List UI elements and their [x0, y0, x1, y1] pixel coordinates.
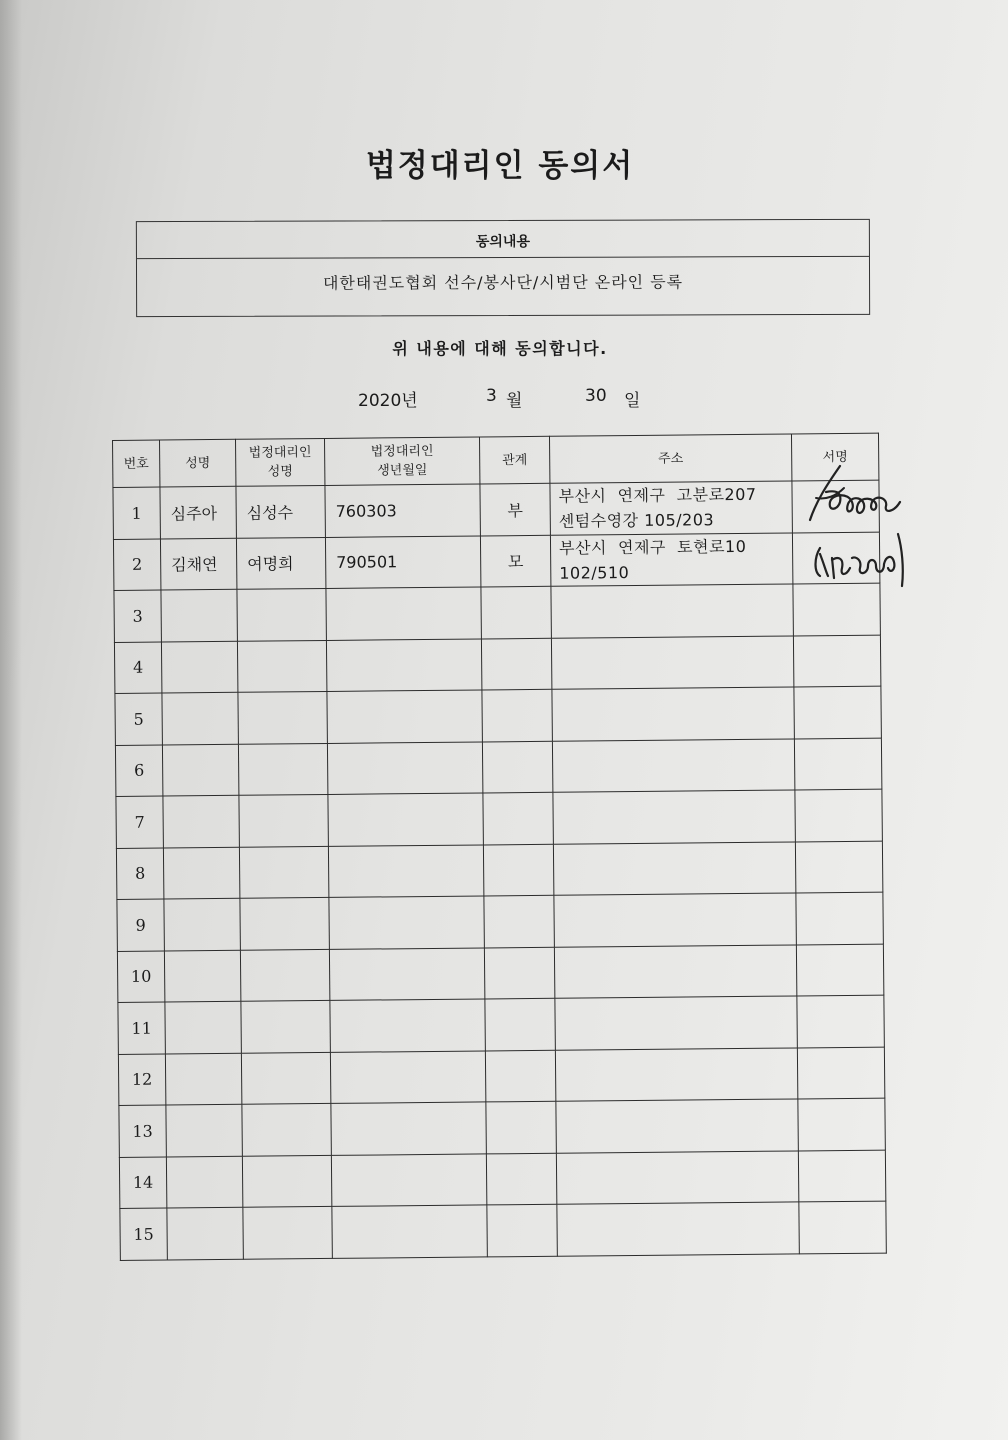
row-relation	[481, 638, 551, 690]
row-name	[165, 1053, 241, 1105]
table-row	[113, 532, 879, 591]
row-address	[550, 481, 792, 535]
row-number: 5	[115, 693, 162, 745]
row-address	[557, 1202, 799, 1256]
row-number: 13	[119, 1105, 166, 1157]
consent-content-text: 대한태권도협회 선수/봉사단/시범단 온라인 등록	[322, 272, 684, 293]
table-row	[120, 1201, 886, 1260]
row-number: 10	[117, 951, 164, 1003]
row-signature-cell	[797, 995, 884, 1047]
table-row	[113, 480, 879, 539]
row-name	[166, 1104, 242, 1156]
row-guardian-birth	[327, 741, 482, 794]
header-guardian-birth	[324, 437, 479, 485]
row-guardian-name	[237, 588, 326, 640]
row-guardian-birth	[329, 947, 484, 1000]
row-guardian-birth: 790501	[325, 535, 480, 588]
header-guardian-birth-line2: 생년월일	[377, 462, 428, 479]
row-name	[167, 1207, 243, 1259]
row-guardian-birth	[329, 896, 484, 949]
date-month: 3	[486, 386, 497, 406]
row-address	[553, 841, 795, 895]
row-guardian-name	[241, 1000, 330, 1052]
row-guardian-name	[242, 1103, 331, 1155]
row-relation	[485, 1050, 555, 1102]
row-relation	[486, 1153, 556, 1205]
row-signature-cell	[798, 1150, 885, 1202]
table-row	[115, 738, 881, 797]
row-signature-cell	[796, 944, 883, 996]
row-name	[161, 589, 237, 641]
row-guardian-birth	[326, 587, 481, 640]
row-guardian-birth	[330, 1050, 485, 1103]
row-relation: 부	[480, 483, 550, 535]
row-signature-cell	[794, 738, 881, 790]
row-address	[555, 1047, 797, 1101]
row-signature-cell	[793, 635, 880, 687]
row-address	[556, 1150, 798, 1204]
row-signature-cell	[792, 480, 879, 532]
row-guardian-birth	[331, 1153, 486, 1206]
date-day: 30	[585, 386, 607, 406]
row-address-line: 102/510	[559, 562, 630, 583]
header-address: 주소	[549, 434, 791, 483]
page-edge-shadow	[0, 0, 22, 1440]
row-number: 8	[116, 848, 163, 900]
row-guardian-name	[240, 897, 329, 949]
row-signature-cell	[795, 789, 882, 841]
row-number: 2	[113, 539, 160, 591]
row-relation	[482, 741, 552, 793]
row-number: 1	[113, 487, 160, 539]
row-guardian-birth	[331, 1102, 486, 1155]
date-day-unit: 일	[624, 391, 641, 411]
row-guardian-birth	[330, 999, 485, 1052]
table-row	[117, 892, 883, 951]
row-guardian-name	[239, 846, 328, 898]
table-row	[116, 789, 882, 848]
row-address	[551, 635, 793, 689]
row-relation	[481, 586, 551, 638]
row-signature-cell	[799, 1201, 886, 1253]
row-address	[554, 893, 796, 947]
row-guardian-birth	[328, 844, 483, 897]
row-address-line: 부산시 연제구 고분로207	[558, 485, 757, 506]
row-guardian-name: 심성수	[236, 485, 325, 537]
row-address	[552, 738, 794, 792]
row-number: 3	[114, 590, 161, 642]
guardian-table-wrapper	[112, 432, 904, 1269]
row-signature-cell	[795, 841, 882, 893]
row-relation	[483, 844, 553, 896]
row-signature-cell	[798, 1098, 885, 1150]
agreement-statement: 위 내용에 대해 동의합니다.	[392, 339, 608, 358]
row-signature-cell	[797, 1047, 884, 1099]
row-name	[161, 641, 237, 693]
row-guardian-name	[238, 691, 327, 743]
table-header-row	[113, 433, 879, 487]
row-number: 4	[114, 642, 161, 694]
row-address	[555, 996, 797, 1050]
table-row	[118, 995, 884, 1054]
row-guardian-name	[239, 794, 328, 846]
consent-content-box	[136, 219, 870, 317]
row-signature-cell	[792, 532, 879, 584]
row-guardian-name	[237, 640, 326, 692]
row-name	[163, 795, 239, 847]
header-guardian-birth-line1: 법정대리인	[370, 443, 434, 460]
row-number: 12	[118, 1054, 165, 1106]
table-row	[114, 583, 880, 642]
row-relation	[485, 998, 555, 1050]
table-row	[116, 841, 882, 900]
row-address-line: 부산시 연제구 토현로10	[558, 536, 747, 558]
date-year: 2020년	[358, 391, 418, 411]
row-guardian-birth	[326, 638, 481, 691]
row-address	[550, 532, 792, 586]
row-guardian-name	[238, 743, 327, 795]
row-number: 7	[116, 796, 163, 848]
consent-content-header	[137, 220, 869, 259]
row-address	[553, 790, 795, 844]
row-number: 14	[119, 1157, 166, 1209]
row-address	[554, 944, 796, 998]
consent-content-header-label: 동의내용	[475, 233, 530, 251]
row-guardian-name	[240, 949, 329, 1001]
guardian-table	[112, 433, 887, 1261]
document-title: 법정대리인 동의서	[365, 148, 635, 184]
row-address	[556, 1099, 798, 1153]
header-relation: 관계	[479, 436, 549, 484]
table-row	[119, 1098, 885, 1157]
row-number: 11	[118, 1002, 165, 1054]
row-guardian-birth	[327, 690, 482, 743]
row-name	[166, 1156, 242, 1208]
row-guardian-name: 여명희	[236, 537, 325, 589]
row-guardian-name	[241, 1052, 330, 1104]
row-guardian-name	[242, 1155, 331, 1207]
row-number: 15	[120, 1208, 167, 1260]
header-name: 성명	[160, 439, 236, 487]
row-name: 김채연	[160, 538, 236, 590]
header-guardian-name-line2: 성명	[267, 464, 293, 480]
row-name	[165, 1001, 241, 1053]
row-guardian-name	[243, 1206, 332, 1258]
row-name	[164, 898, 240, 950]
table-row	[117, 944, 883, 1003]
row-address	[552, 687, 794, 741]
row-name	[164, 950, 240, 1002]
table-row	[118, 1047, 884, 1106]
row-signature-cell	[794, 686, 881, 738]
row-signature-cell	[793, 583, 880, 635]
row-name	[163, 847, 239, 899]
row-guardian-birth	[328, 793, 483, 846]
row-name: 심주아	[160, 486, 236, 538]
row-relation	[483, 792, 553, 844]
row-relation: 모	[480, 535, 550, 587]
table-row	[114, 635, 880, 694]
table-row	[119, 1150, 885, 1209]
row-relation	[484, 947, 554, 999]
row-guardian-birth	[332, 1205, 487, 1258]
header-guardian-name-line1: 법정대리인	[248, 445, 312, 461]
row-guardian-birth: 760303	[325, 484, 480, 537]
row-address	[551, 584, 793, 638]
table-row	[115, 686, 881, 745]
header-guardian-name	[235, 438, 324, 486]
row-signature-cell	[796, 892, 883, 944]
row-relation	[482, 689, 552, 741]
row-number: 6	[115, 745, 162, 797]
row-relation	[484, 895, 554, 947]
row-name	[162, 744, 238, 796]
row-number: 9	[117, 899, 164, 951]
header-no: 번호	[113, 440, 160, 487]
header-signature: 서명	[791, 433, 878, 481]
row-name	[162, 692, 238, 744]
date-month-unit: 월	[506, 391, 523, 411]
row-relation	[486, 1101, 556, 1153]
row-relation	[487, 1204, 557, 1256]
row-address-line: 센텀수영강 105/203	[558, 510, 715, 531]
